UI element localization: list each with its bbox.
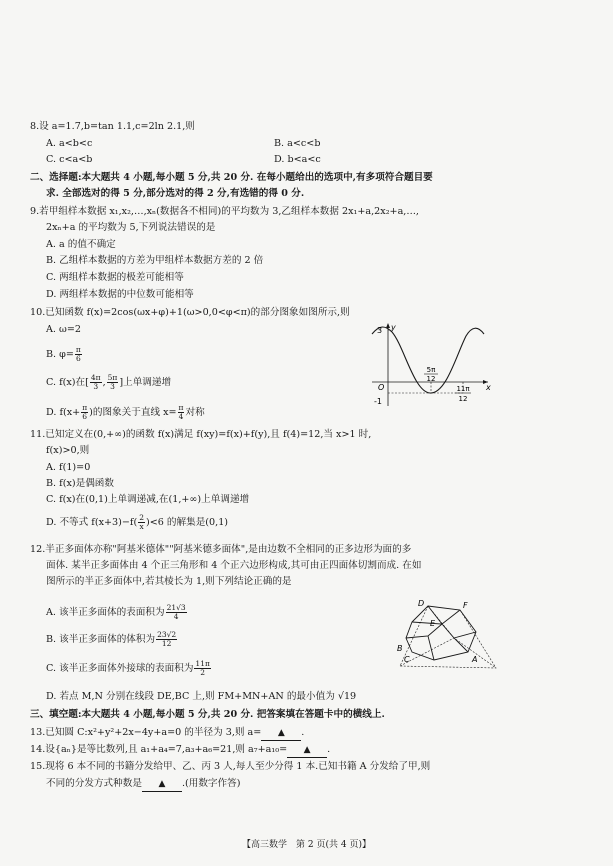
vertex-d-label: D [418, 599, 425, 608]
section3-heading: 三、填空题:本大题共 4 小题,每小题 5 分,共 20 分. 把答案填在答题卡中的横线上. [30, 709, 385, 720]
q8-option-b: B. a<c<b [274, 138, 321, 149]
q11-option-a: A. f(1)=0 [46, 462, 91, 473]
q10-option-b: B. φ= $\frac{\pi}{6}$ [46, 345, 81, 363]
y-top-label: 3 [377, 326, 383, 335]
q10-option-d: D. f(x+ $\frac{\pi}{6}$ )的图象关于直线 x= $\frac{\pi}{4}$ 对称 [46, 403, 205, 421]
y-bottom-label: -1 [374, 397, 382, 406]
page-footer: 【高三数学 第 2 页(共 4 页)】 [242, 840, 371, 850]
q10-cosine-graph [368, 320, 492, 408]
q15-stem-line1: 15.现将 6 本不同的书籍分发给甲、乙、丙 3 人,每人至少分得 1 本.已知书籍 A 分发给了甲,则 [30, 761, 431, 772]
vertex-c-label: C [404, 655, 410, 664]
q12-option-d: D. 若点 M,N 分别在线段 DE,BC 上,则 FM+MN+AN 的最小值为 √19 [46, 691, 357, 702]
y-axis-label: y [391, 323, 396, 332]
q9-stem-line1: 9.若甲组样本数据 x₁,x₂,…,xₙ(数据各不相同)的平均数为 3,乙组样本数据 2x₁+a,2x₂+a,…, [30, 206, 419, 217]
q9-option-d: D. 两组样本数据的中位数可能相等 [46, 289, 194, 300]
q12-option-b: B. 该半正多面体的体积为 $\frac{23√2}{12}$ [46, 630, 177, 648]
vertex-a-label: A [472, 655, 478, 664]
section2-heading-line1: 二、选择题:本大题共 4 小题,每小题 5 分,共 20 分. 在每小题给出的选项中,有多项符合题目要 [30, 172, 433, 183]
x-axis-label: x [486, 383, 491, 392]
q12-stem-line2: 面体. 某半正多面体由 4 个正三角形和 4 个正六边形构成,其可由正四面体切割而成. 在如 [46, 560, 422, 571]
origin-label: O [378, 383, 385, 392]
vertex-f-label: F [463, 601, 468, 610]
q10-option-c: C. f(x)在[ $\frac{4\pi}{3}$ , $\frac{5\pi}{3}$ ]上单调递增 [46, 373, 172, 391]
section2-heading-line2: 求. 全部选对的得 5 分,部分选对的得 2 分,有选错的得 0 分. [46, 188, 305, 199]
q8-stem: 8.设 a=1.7,b=tan 1.1,c=2ln 2.1,则 [30, 121, 195, 132]
q9-option-a: A. a 的值不确定 [46, 239, 116, 250]
q11-option-c: C. f(x)在(0,1)上单调递减,在(1,+∞)上单调递增 [46, 494, 250, 505]
lower-edge [428, 636, 434, 660]
q12-polyhedron-figure [392, 594, 504, 678]
vertex-b-label: B [397, 644, 403, 653]
q11-option-b: B. f(x)是偶函数 [46, 478, 114, 489]
q9-option-b: B. 乙组样本数据的方差为甲组样本数据方差的 2 倍 [46, 255, 264, 266]
tick-5pi-num: 5π [426, 366, 436, 374]
q11-stem-line2: f(x)>0,则 [46, 445, 90, 456]
q8-option-d: D. b<a<c [274, 154, 321, 165]
y-axis-arrow [386, 323, 390, 328]
q13-line: 13.已知圆 C:x²+y²+2x−4y+a=0 的半径为 3,则 a= ▲ . [30, 726, 304, 741]
q14-line: 14.设{aₙ}是等比数列,且 a₁+a₄=7,a₃+a₆=21,则 a₇+a₁₀= ▲ . [30, 743, 330, 758]
q11-stem-line1: 11.已知定义在(0,+∞)的函数 f(x)满足 f(xy)=f(x)+f(y),且 f(4)=12,当 x>1 时, [30, 429, 372, 440]
q15-line2: 不同的分发方式种数是 ▲ .(用数字作答) [46, 777, 240, 792]
q13-answer-blank: ▲ [261, 726, 301, 741]
polyhedron-outline [406, 606, 476, 660]
q12-option-a: A. 该半正多面体的表面积为 $\frac{21√3}{4}$ [46, 603, 186, 621]
q11-option-d: D. 不等式 f(x+3)−f( $\frac{2}{x}$ )<6 的解集是(0,1) [46, 513, 229, 531]
q9-option-c: C. 两组样本数据的极差可能相等 [46, 272, 184, 283]
q8-option-c: C. c<a<b [46, 154, 93, 165]
q12-option-c: C. 该半正多面体外接球的表面积为 $\frac{11\pi}{2}$ [46, 659, 210, 677]
q15-answer-blank: ▲ [142, 777, 182, 792]
q14-answer-blank: ▲ [287, 743, 327, 758]
right-edge [454, 632, 476, 638]
q12-stem-line1: 12.半正多面体亦称"阿基米德体""阿基米德多面体",是由边数不全相同的正多边形为面的多 [30, 544, 412, 555]
q10-stem: 10.已知函数 f(x)=2cos(ωx+φ)+1(ω>0,0<φ<π)的部分图象如图所示,则 [30, 307, 350, 318]
tick-5pi-den: 12 [426, 375, 436, 383]
q9-stem-line2: 2xₙ+a 的平均数为 5,下列说法错误的是 [46, 222, 216, 233]
cosine-curve [372, 327, 484, 393]
tick-11pi-den: 12 [458, 395, 468, 403]
left-edges [406, 624, 442, 638]
tick-11pi-num: 11π [456, 385, 470, 393]
q10-option-a: A. ω=2 [46, 324, 81, 335]
vertex-e-label: E [430, 619, 436, 628]
q12-stem-line3: 图所示的半正多面体中,若其棱长为 1,则下列结论正确的是 [46, 576, 292, 587]
q8-option-a: A. a<b<c [46, 138, 93, 149]
